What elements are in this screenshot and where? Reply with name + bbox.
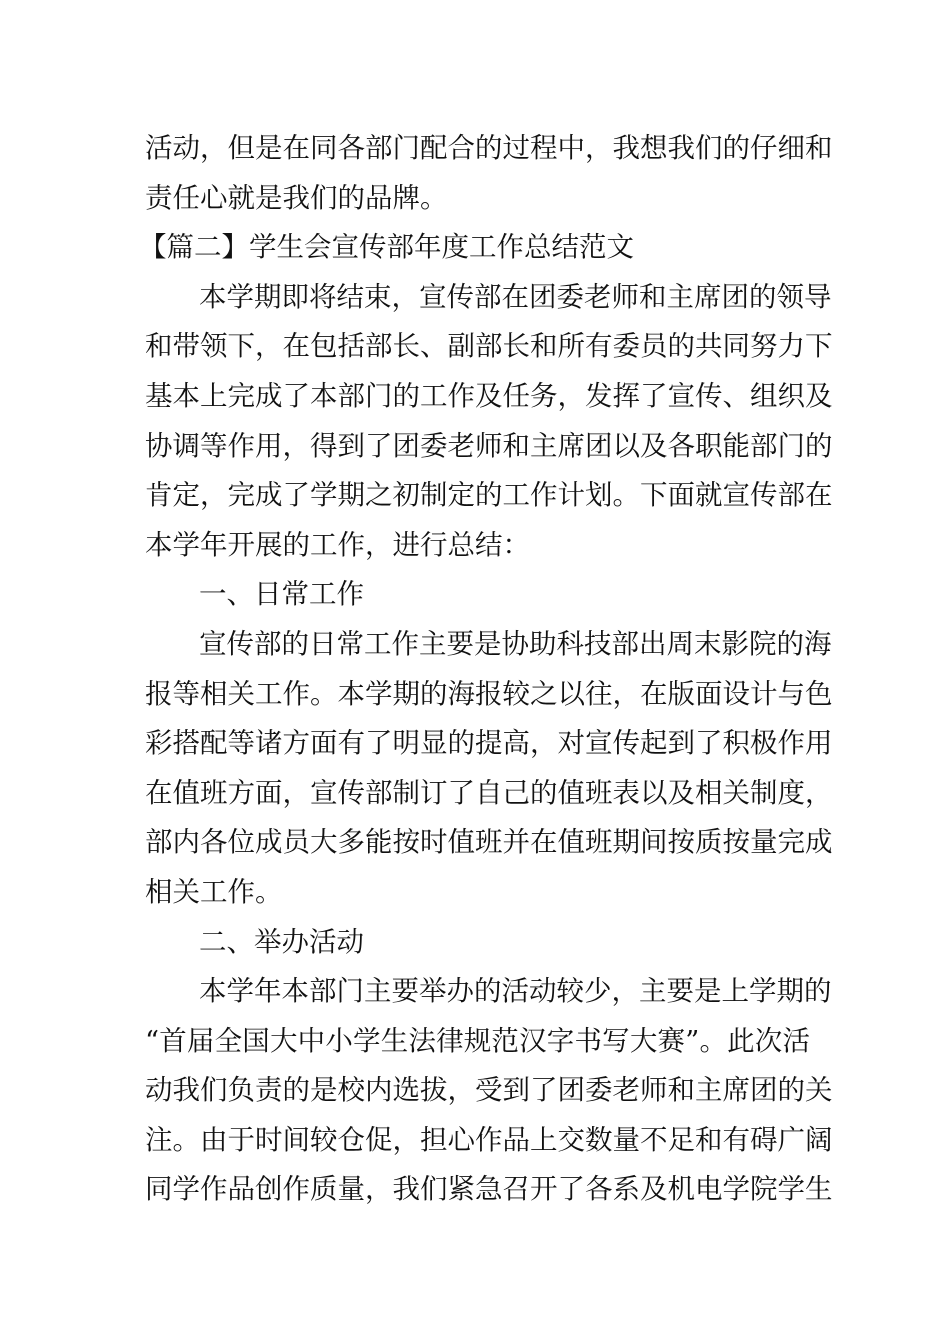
text-line: 在值班方面，宣传部制订了自己的值班表以及相关制度， — [145, 776, 833, 809]
text-line: 本学期即将结束，宣传部在团委老师和主席团的领导 — [199, 280, 832, 313]
subheading-daily-work: 一、日常工作 — [199, 578, 364, 611]
text-line: 相关工作。 — [145, 875, 283, 908]
text-line: 注。由于时间较仓促，担心作品上交数量不足和有碍广阔 — [145, 1123, 833, 1156]
text-line: 本学年开展的工作，进行总结： — [145, 528, 530, 561]
text-line: 动我们负责的是校内选拔，受到了团委老师和主席团的关 — [145, 1074, 833, 1107]
text-line: 彩搭配等诸方面有了明显的提高，对宣传起到了积极作用 — [145, 727, 833, 760]
text-line: 协调等作用，得到了团委老师和主席团以及各职能部门的 — [145, 429, 833, 462]
text-line: “首届全国大中小学生法律规范汉字书写大赛”。此次活 — [145, 1024, 810, 1057]
text-line: 报等相关工作。本学期的海报较之以往，在版面设计与色 — [145, 677, 833, 710]
subheading-activities: 二、举办活动 — [199, 925, 364, 958]
text-line: 肯定，完成了学期之初制定的工作计划。下面就宣传部在 — [145, 479, 833, 512]
document-body — [139, 124, 833, 1215]
text-line: 基本上完成了本部门的工作及任务，发挥了宣传、组织及 — [145, 379, 833, 412]
text-line: 同学作品创作质量，我们紧急召开了各系及机电学院学生 — [145, 1173, 833, 1206]
text-line: 责任心就是我们的品牌。 — [145, 181, 448, 214]
text-line: 和带领下，在包括部长、副部长和所有委员的共同努力下 — [145, 330, 833, 363]
text-line: 本学年本部门主要举办的活动较少，主要是上学期的 — [199, 975, 832, 1008]
section-heading: 【篇二】学生会宣传部年度工作总结范文 — [139, 231, 634, 264]
text-line: 部内各位成员大多能按时值班并在值班期间按质按量完成 — [145, 826, 833, 859]
text-line: 宣传部的日常工作主要是协助科技部出周末影院的海 — [199, 627, 832, 660]
text-line: 活动，但是在同各部门配合的过程中，我想我们的仔细和 — [145, 132, 833, 164]
